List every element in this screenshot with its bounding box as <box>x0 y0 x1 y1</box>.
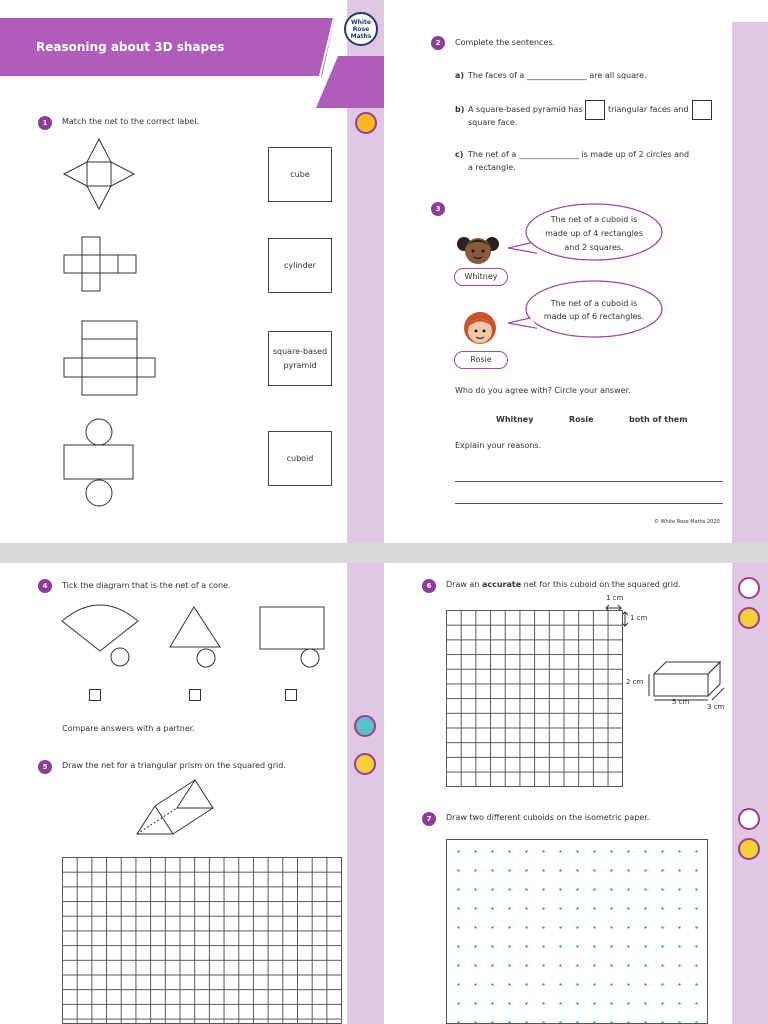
label-cube[interactable]: cube <box>268 147 332 202</box>
label-square-based-pyramid[interactable]: square-based pyramid <box>268 331 332 386</box>
worksheet-page-1 <box>0 0 384 543</box>
rosie-speech-line-1: The net of a cuboid is <box>550 299 638 308</box>
net-square-based-pyramid[interactable] <box>63 138 143 210</box>
q2c-text-1[interactable]: The net of a _______________ is made up of 2 circles and <box>468 150 690 159</box>
cuboid-height-label: 2 cm <box>626 678 644 686</box>
net-cylinder[interactable] <box>63 418 139 508</box>
question-6-prompt <box>446 579 681 592</box>
q6-prompt-bold: accurate <box>481 580 522 589</box>
question-6-number: 6 <box>422 579 436 593</box>
answer-line-2[interactable] <box>455 503 723 504</box>
q2c-letter: c) <box>455 150 464 159</box>
reasoning-badge-icon <box>355 112 377 134</box>
squared-grid-q5[interactable] <box>62 857 342 1024</box>
cone-net-option-sector[interactable] <box>60 603 140 667</box>
q6-prompt-post: net for this cuboid on the squared grid. <box>521 580 681 589</box>
tick-box-rectangle[interactable] <box>285 689 297 701</box>
grid-scale-horizontal: 1 cm <box>606 594 624 602</box>
cone-net-option-triangle[interactable] <box>166 603 226 667</box>
discuss-badge-icon <box>354 715 376 737</box>
worksheet-page-2 <box>384 0 768 543</box>
rosie-speech-line-2: made up of 6 rectangles. <box>543 312 645 321</box>
q2b-text-1: A square-based pyramid has <box>468 105 583 114</box>
rosie-avatar <box>460 310 500 350</box>
question-2-number: 2 <box>431 36 445 50</box>
explain-prompt: Explain your reasons. <box>455 441 542 450</box>
pencil-badge-icon-q7 <box>738 838 760 860</box>
whitney-name-tag: Whitney <box>454 268 508 286</box>
q2b-letter: b) <box>455 105 465 114</box>
grid-scale-vertical: 1 cm <box>630 614 648 622</box>
question-4-number: 4 <box>38 579 52 593</box>
q2b-text-3: square face. <box>468 118 518 127</box>
answer-line-1[interactable] <box>455 481 723 482</box>
question-5-prompt: Draw the net for a triangular prism on the squared grid. <box>62 761 286 770</box>
q2b-answer-box-1[interactable] <box>585 100 605 120</box>
whitney-speech-line-3: and 2 squares. <box>564 243 624 252</box>
whitney-avatar <box>454 234 504 266</box>
question-4-prompt: Tick the diagram that is the net of a cone. <box>62 581 231 590</box>
squared-grid-q6[interactable] <box>446 610 623 787</box>
question-2-prompt: Complete the sentences. <box>455 38 556 47</box>
compare-note: Compare answers with a partner. <box>62 724 195 733</box>
option-rosie[interactable]: Rosie <box>569 415 594 424</box>
label-cuboid[interactable]: cuboid <box>268 431 332 486</box>
cone-net-option-rectangle[interactable] <box>258 605 330 669</box>
copyright: © White Rose Maths 2020 <box>654 519 720 525</box>
label-cylinder[interactable]: cylinder <box>268 238 332 293</box>
white-rose-maths-logo <box>344 12 378 46</box>
question-1-prompt: Match the net to the correct label. <box>62 117 199 126</box>
pencil-badge-icon <box>354 753 376 775</box>
q2c-text-2: a rectangle. <box>468 163 516 172</box>
question-7-prompt: Draw two different cuboids on the isometric paper. <box>446 813 650 822</box>
logo-line-3: Maths <box>350 32 372 40</box>
cuboid-length-label: 5 cm <box>672 698 690 706</box>
net-cube[interactable] <box>63 236 143 296</box>
discuss-badge-icon-q7 <box>738 808 760 830</box>
tick-box-sector[interactable] <box>89 689 101 701</box>
question-3-number: 3 <box>431 202 445 216</box>
option-whitney[interactable]: Whitney <box>496 415 534 424</box>
q2b-text-2: triangular faces and <box>608 105 689 114</box>
question-5-number: 5 <box>38 760 52 774</box>
question-7-number: 7 <box>422 812 436 826</box>
q2b-answer-box-2[interactable] <box>692 100 712 120</box>
worksheet-page-3 <box>0 563 384 1024</box>
whitney-speech-line-1: The net of a cuboid is <box>550 215 638 224</box>
cuboid-diagram <box>652 660 732 708</box>
logo-line-2: Rose <box>352 25 370 33</box>
cuboid-width-label: 3 cm <box>707 703 725 711</box>
page-side-strip <box>732 563 768 1024</box>
question-1-number: 1 <box>38 116 52 130</box>
option-both-of-them[interactable]: both of them <box>629 415 688 424</box>
page-side-strip <box>347 563 384 1024</box>
q2a-letter: a) <box>455 71 465 80</box>
page-title: Reasoning about 3D shapes <box>36 40 225 54</box>
q2a-text[interactable]: The faces of a _______________ are all square. <box>468 71 647 80</box>
discuss-badge-icon-q6 <box>738 577 760 599</box>
isometric-paper[interactable] <box>446 839 708 1024</box>
tick-box-triangle[interactable] <box>189 689 201 701</box>
question-3-prompt: Who do you agree with? Circle your answer. <box>455 386 631 395</box>
worksheet-page-4 <box>384 563 768 1024</box>
rosie-name-tag: Rosie <box>454 351 508 369</box>
logo-line-1: White <box>351 18 371 26</box>
net-cuboid[interactable] <box>63 320 159 396</box>
q6-prompt-pre: Draw an <box>446 580 482 589</box>
whitney-speech-line-2: made up of 4 rectangles <box>545 229 643 238</box>
triangular-prism-diagram <box>135 776 235 838</box>
page-side-strip <box>732 22 768 543</box>
pencil-badge-icon-q6 <box>738 607 760 629</box>
